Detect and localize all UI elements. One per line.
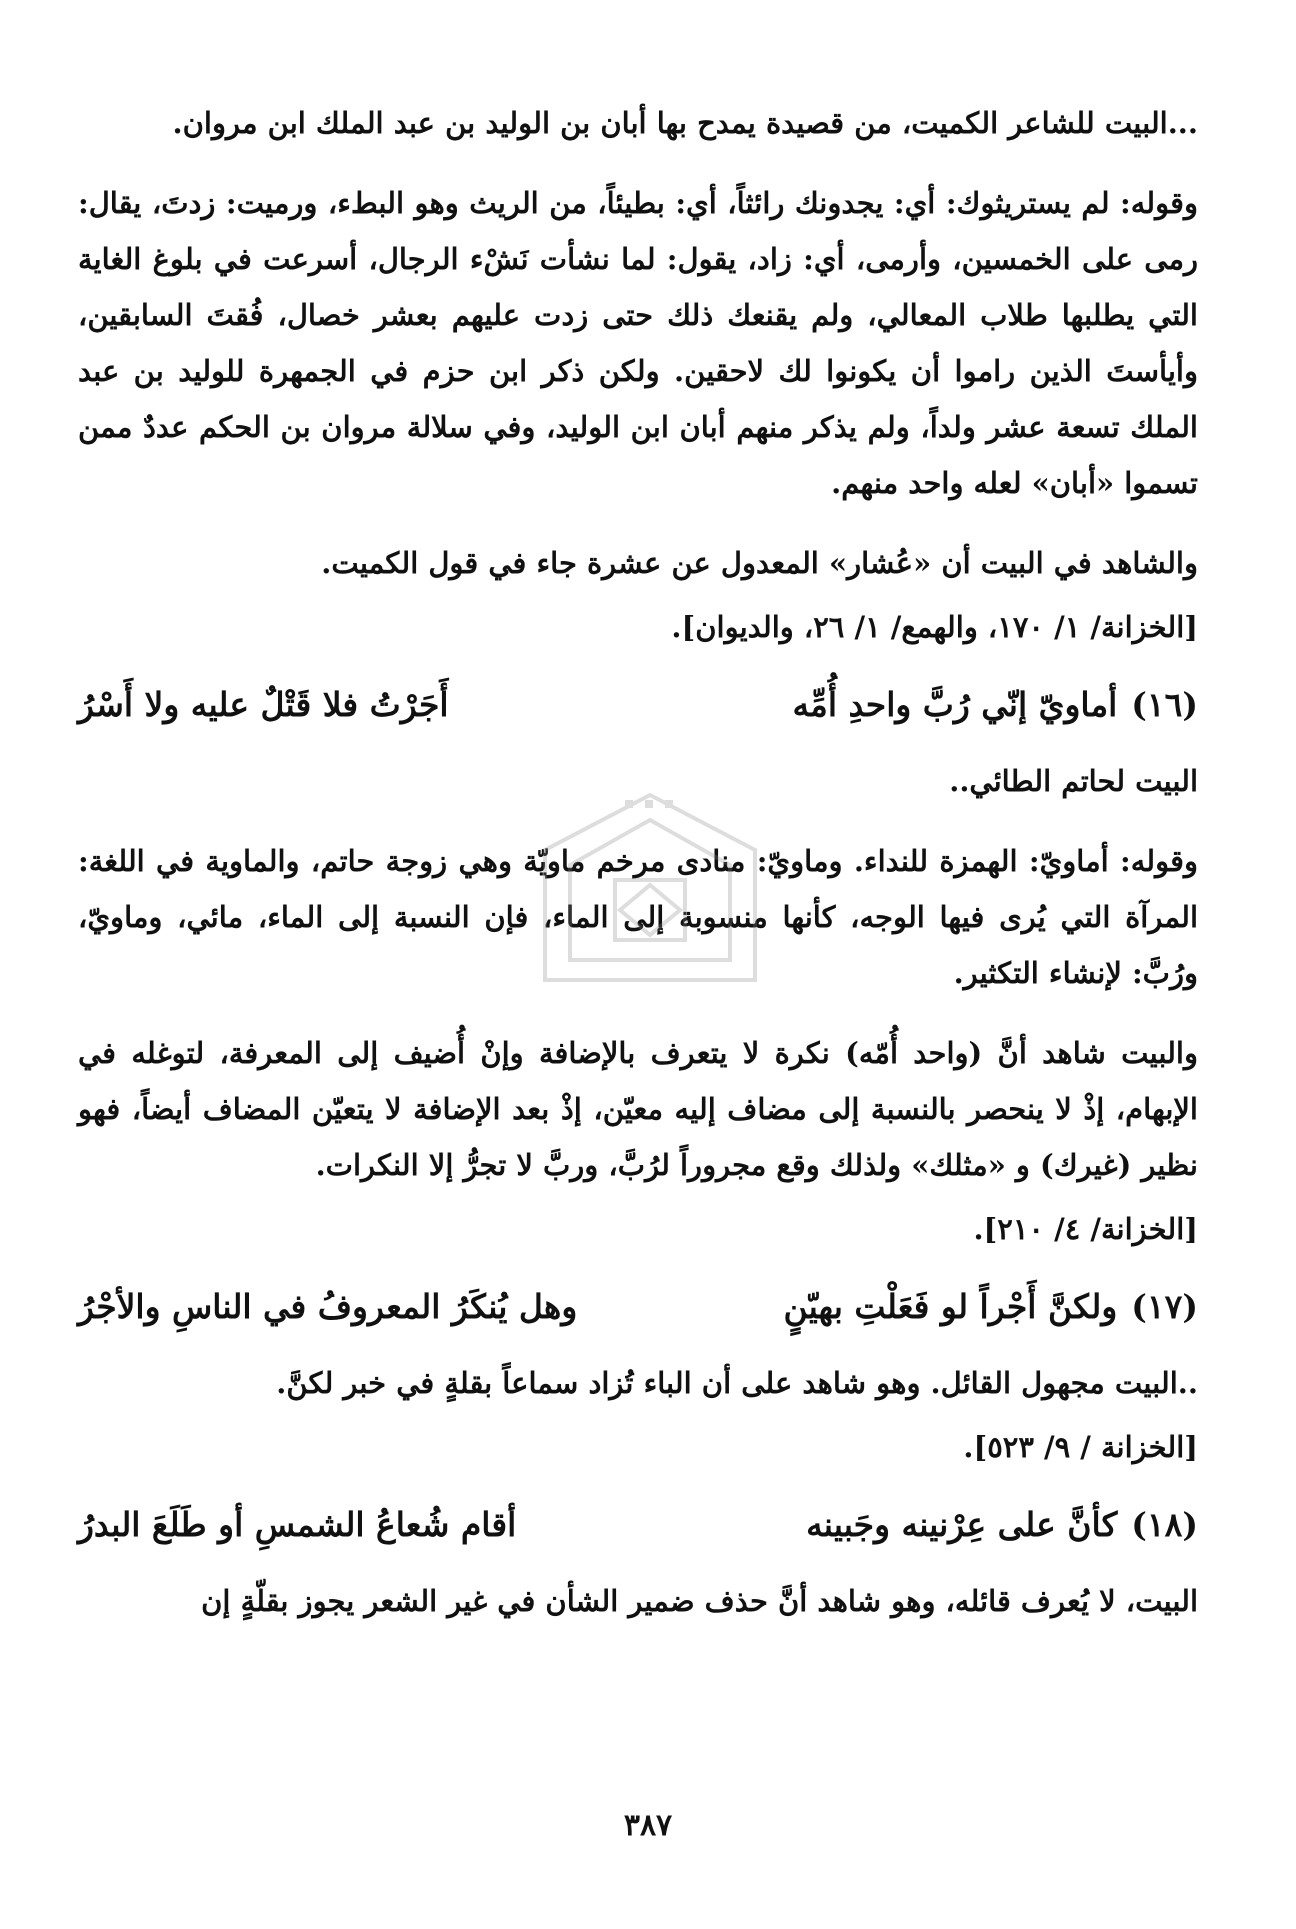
page-number: ٣٨٧ (623, 1808, 673, 1843)
reference-1: [الخزانة/ ١/ ١٧٠، والهمع/ ١/ ٢٦، والديوان]. (671, 610, 1198, 644)
paragraph-3: والشاهد في البيت أن «عُشار» المعدول عن عشرة جاء في قول الكميت. (321, 546, 1198, 580)
library-seal-watermark (505, 780, 795, 1000)
verse-second-hemistich: وهل يُنكَرُ المعروفُ في الناسِ والأجْرُ (78, 1287, 578, 1326)
verse-first-hemistich: ولكنَّ أَجْراً لو فَعَلْتِ بهيّنٍ (783, 1287, 1118, 1326)
verse-number: (١٨) (1131, 1505, 1198, 1544)
verse-17 (78, 1277, 1198, 1337)
verse-second-hemistich: أقام شُعاعُ الشمسِ أو طَلَعَ البدرُ (77, 1505, 517, 1544)
verse-first-hemistich: أماويّ إنّي رُبَّ واحدِ أُمِّه (792, 685, 1118, 724)
verse-first-hemistich: كأنَّ على عِرْنينه وجَبينه (806, 1505, 1118, 1544)
verse-second-hemistich: أَجَرْتُ فلا قَتْلٌ عليه ولا أَسْرُ (77, 685, 449, 724)
reference-2: [الخزانة/ ٤/ ٢١٠]. (973, 1212, 1198, 1246)
reference-3: [الخزانة / ٩/ ٥٢٣]. (963, 1430, 1198, 1464)
verse-number: (١٧) (1131, 1287, 1198, 1326)
paragraph-8: البيت، لا يُعرف قائله، وهو شاهد أنَّ حذف ضمير الشأن في غير الشعر يجوز بقلّةٍ إن (201, 1584, 1198, 1618)
verse-18 (78, 1495, 1198, 1555)
paragraph-6: والبيت شاهد أنَّ (واحد أُمّه) نكرة لا يتعرف بالإضافة وإنْ أُضيف إلى المعرفة، لتوغله في الإبهام، إذْ لا ينحصر بالنسبة إلى مضاف إليه معيّن، إذْ بعد الإضافة لا يتعيّن المضاف أيضاً، فهو نظير (غيرك) و «مثلك» ولذلك وقع مجروراً لرُبَّ، وربَّ لا تجرُّ إلا النكرات. (78, 1036, 1198, 1182)
paragraph-4: البيت لحاتم الطائي.. (949, 764, 1198, 798)
paragraph-1: ...البيت للشاعر الكميت، من قصيدة يمدح بها أبان بن الوليد بن عبد الملك ابن مروان. (172, 106, 1198, 140)
paragraph-2: وقوله: لم يستريثوك: أي: يجدونك رائثاً، أي: بطيئاً، من الريث وهو البطء، ورميت: زدتَ، يقال: رمى على الخمسين، وأرمى، أي: زاد، يقول: لما نشأت نَشْء الرجال، أسرعت في بلوغ الغاية التي يطلبها طلاب المعالي، ولم يقنعك ذلك حتى زدت عليهم بعشر خصال، فُقتَ السابقين، وأيأستَ الذين راموا أن يكونوا لك لاحقين. ولكن ذكر ابن حزم في الجمهرة للوليد بن عبد الملك تسعة عشر ولداً، ولم يذكر منهم أبان ابن الوليد، وفي سلالة مروان بن الحكم عددٌ ممن تسموا «أبان» لعله واحد منهم. (78, 186, 1198, 500)
paragraph-7: ..البيت مجهول القائل. وهو شاهد على أن الباء تُزاد سماعاً بقلةٍ في خبر لكنَّ. (276, 1366, 1198, 1400)
verse-number: (١٦) (1131, 685, 1198, 724)
verse-16 (78, 675, 1198, 735)
paragraph-5: وقوله: أماويّ: الهمزة للنداء. وماويّ: منادى مرخم ماويّة وهي زوجة حاتم، والماوية في اللغة: المرآة التي يُرى فيها الوجه، كأنها منسوبة إلى الماء، فإن النسبة إلى الماء، مائي، وماويّ، ورُبَّ: لإنشاء التكثير. (78, 844, 1198, 990)
